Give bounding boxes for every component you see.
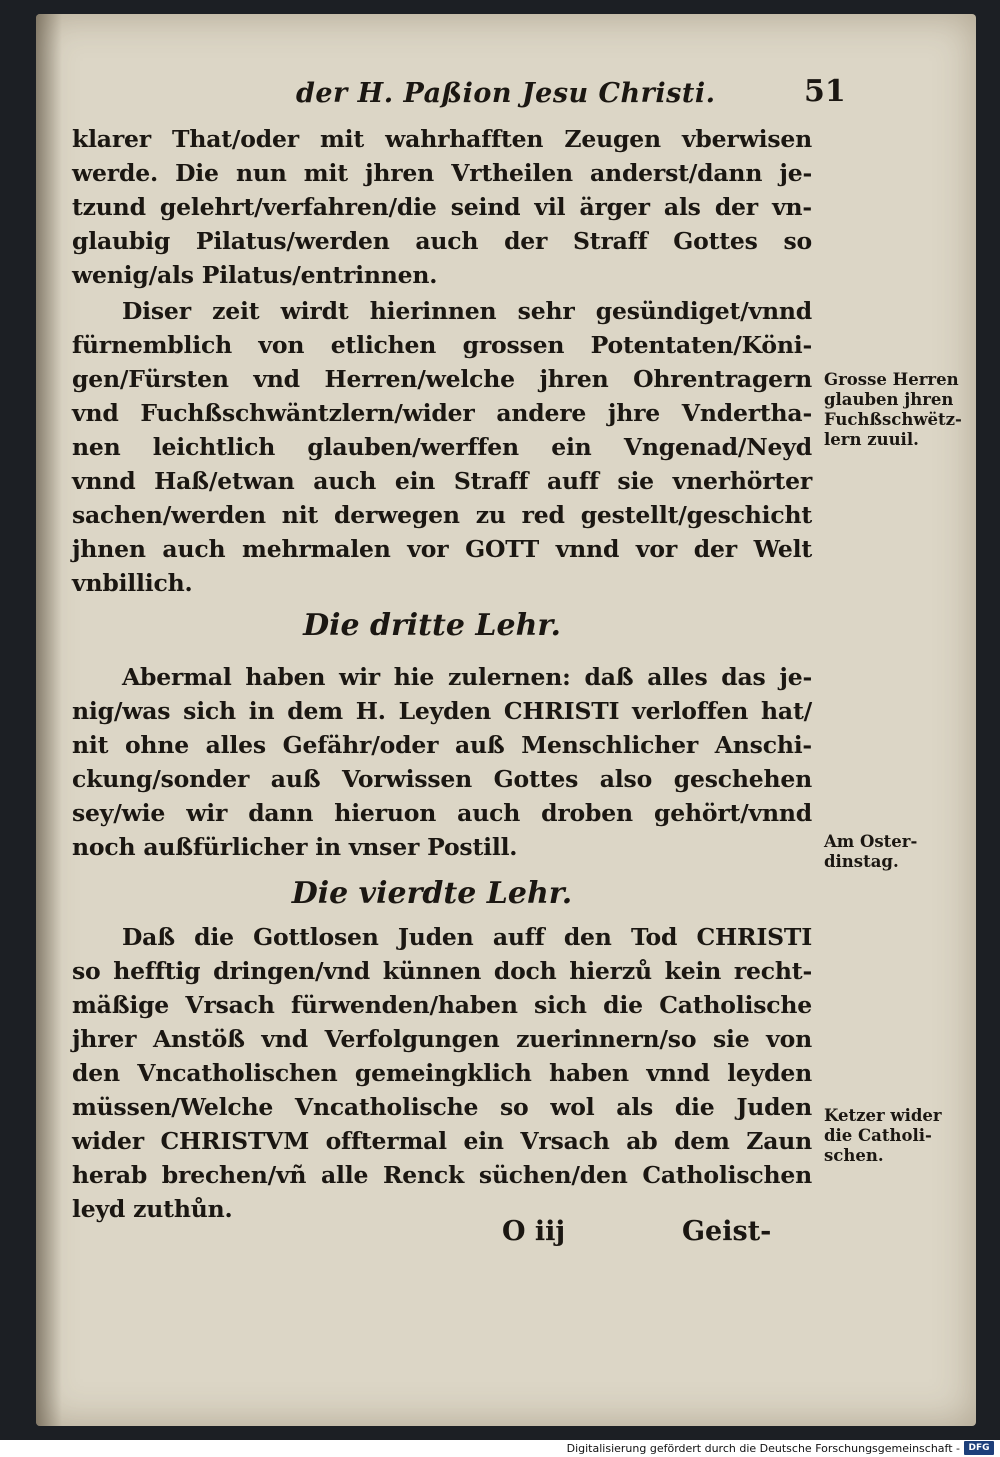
margin-note: Grosse Herren glauben jhren Fuchßschwëtz- lern zuuil. (824, 370, 962, 449)
text-line: vnnd Haß/etwan auch ein Straff auff sie vnerhörter (72, 467, 812, 495)
text-line: so hefftig dringen/vnd künnen doch hierzů kein recht- (72, 957, 812, 985)
margin-note: Ketzer wider die Catholi- schen. (824, 1106, 942, 1165)
text-line: nen leichtlich glauben/werffen ein Vngenad/Neyd (72, 433, 812, 461)
margin-note: Am Oster- dinstag. (824, 832, 918, 871)
running-head: der H. Paßion Jesu Christi. (296, 78, 716, 109)
text-line: wider CHRISTVM offtermal ein Vrsach ab dem Zaun (72, 1127, 812, 1155)
text-line: jhnen auch mehrmalen vor GOTT vnnd vor der Welt (72, 535, 812, 563)
text-line: Abermal haben wir hie zulernen: daß alles das je- (122, 663, 812, 691)
text-line: Diser zeit wirdt hierinnen sehr gesündiget/vnnd (122, 297, 812, 325)
text-line: noch außfürlicher in vnser Postill. (72, 833, 518, 861)
text-line: glaubig Pilatus/werden auch der Straff Gottes so (72, 227, 812, 255)
text-line: leyd zuthůn. (72, 1195, 233, 1223)
signature-mark: O iij (502, 1216, 566, 1247)
text-line: herab brechen/vñ alle Renck süchen/den Catholischen (72, 1161, 812, 1189)
dfg-logo-icon: DFG (964, 1441, 994, 1455)
text-line: vnd Fuchßschwäntzlern/wider andere jhre Vndertha- (72, 399, 812, 427)
page-number: 51 (804, 74, 846, 109)
text-line: fürnemblich von etlichen grossen Potentaten/Köni- (72, 331, 812, 359)
text-line: vnbillich. (72, 569, 193, 597)
text-line: sey/wie wir dann hieruon auch droben gehört/vnnd (72, 799, 812, 827)
text-line: klarer That/oder mit wahrhafften Zeugen vberwisen (72, 125, 812, 153)
text-line: jhrer Anstöß vnd Verfolgungen zuerinnern/so sie von (72, 1025, 812, 1053)
funding-credit: Digitalisierung gefördert durch die Deutsche Forschungsgemeinschaft - (566, 1442, 960, 1455)
section-heading: Die dritte Lehr. (303, 608, 561, 643)
text-line: wenig/als Pilatus/entrinnen. (72, 261, 438, 289)
book-page (36, 14, 976, 1426)
catchword: Geist- (682, 1216, 772, 1247)
text-line: gen/Fürsten vnd Herren/welche jhren Ohrentragern (72, 365, 812, 393)
text-line: nit ohne alles Gefähr/oder auß Menschlicher Anschi- (72, 731, 812, 759)
gutter-shadow (36, 14, 62, 1426)
section-heading: Die vierdte Lehr. (291, 876, 573, 911)
text-line: sachen/werden nit derwegen zu red gestellt/geschicht (72, 501, 812, 529)
text-line: ckung/sonder auß Vorwissen Gottes also geschehen (72, 765, 812, 793)
text-line: mäßige Vrsach fürwenden/haben sich die Catholische (72, 991, 812, 1019)
text-line: werde. Die nun mit jhren Vrtheilen anderst/dann je- (72, 159, 812, 187)
text-line: Daß die Gottlosen Juden auff den Tod CHRISTI (122, 923, 812, 951)
text-line: tzund gelehrt/verfahren/die seind vil ärger als der vn- (72, 193, 812, 221)
text-line: nig/was sich in dem H. Leyden CHRISTI verloffen hat/ (72, 697, 812, 725)
text-line: den Vncatholischen gemeingklich haben vnnd leyden (72, 1059, 812, 1087)
text-line: müssen/Welche Vncatholische so wol als die Juden (72, 1093, 812, 1121)
